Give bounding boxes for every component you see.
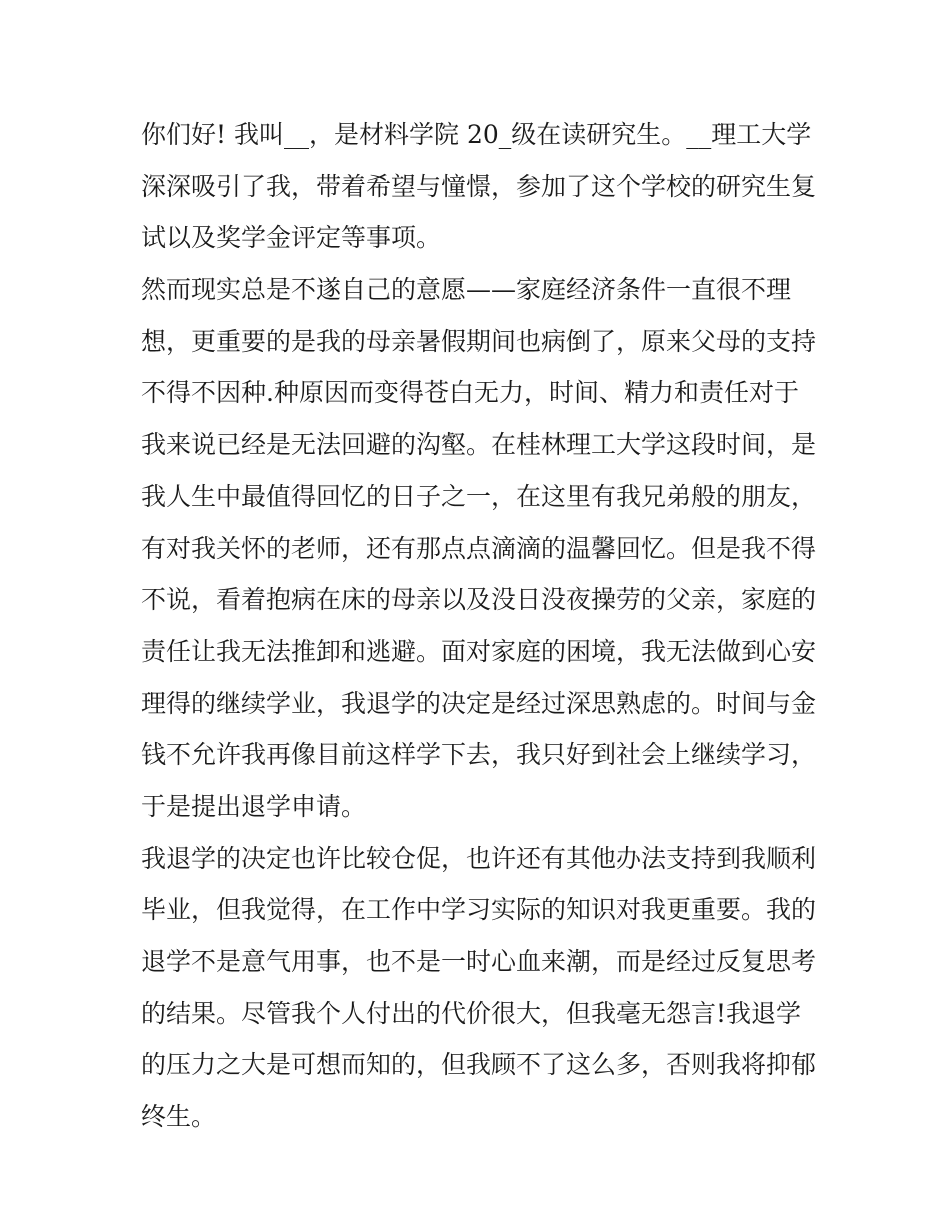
text-line: 退学不是意气用事，也不是一时心血来潮，而是经过反复思考 <box>141 947 817 976</box>
text-line: 不得不因种.种原因而变得苍白无力，时间、精力和责任对于 <box>141 378 799 408</box>
text-line: 于是提出退学申请。 <box>141 791 367 821</box>
paragraph-reasons <box>141 264 821 833</box>
text-line: 深深吸引了我，带着希望与憧憬，参加了这个学校的研究生复 <box>141 171 817 201</box>
text-line: 不说，看着抱病在床的母亲以及没日没夜操劳的父亲，家庭的 <box>141 585 817 615</box>
text-line: 毕业，但我觉得，在工作中学习实际的知识对我更重要。我的 <box>141 895 817 925</box>
text-line: 我退学的决定也许比较仓促，也许还有其他办法支持到我顺利 <box>141 843 817 873</box>
text-line: 试以及奖学金评定等事项。 <box>141 223 442 253</box>
text-line: 理得的继续学业，我退学的决定是经过深思熟虑的。时间与金 <box>141 688 817 718</box>
text-line: 我人生中最值得回忆的日子之一，在这里有我兄弟般的朋友， <box>141 481 817 511</box>
text-line: 钱不允许我再像目前这样学下去，我只好到社会上继续学习， <box>141 740 817 770</box>
text-line: 的结果。尽管我个人付出的代价很大，但我毫无怨言!我退学 <box>141 998 802 1028</box>
paragraph-intro <box>141 109 821 264</box>
document-body <box>141 109 821 1143</box>
paragraph-conclusion <box>141 833 821 1143</box>
text-line: 你们好! 我叫__，是材料学院 20_级在读研究生。__理工大学 <box>141 120 812 149</box>
text-line: 然而现实总是不遂自己的意愿——家庭经济条件一直很不理 <box>141 275 792 305</box>
text-line: 责任让我无法推卸和逃避。面对家庭的困境，我无法做到心安 <box>141 636 817 666</box>
text-line: 的压力之大是可想而知的，但我顾不了这么多，否则我将抑郁 <box>141 1050 817 1080</box>
text-line: 终生。 <box>141 1102 217 1132</box>
text-line: 我来说已经是无法回避的沟壑。在桂林理工大学这段时间，是 <box>141 430 817 460</box>
text-line: 想，更重要的是我的母亲暑假期间也病倒了，原来父母的支持 <box>141 326 817 356</box>
text-line: 有对我关怀的老师，还有那点点滴滴的温馨回忆。但是我不得 <box>141 533 817 563</box>
